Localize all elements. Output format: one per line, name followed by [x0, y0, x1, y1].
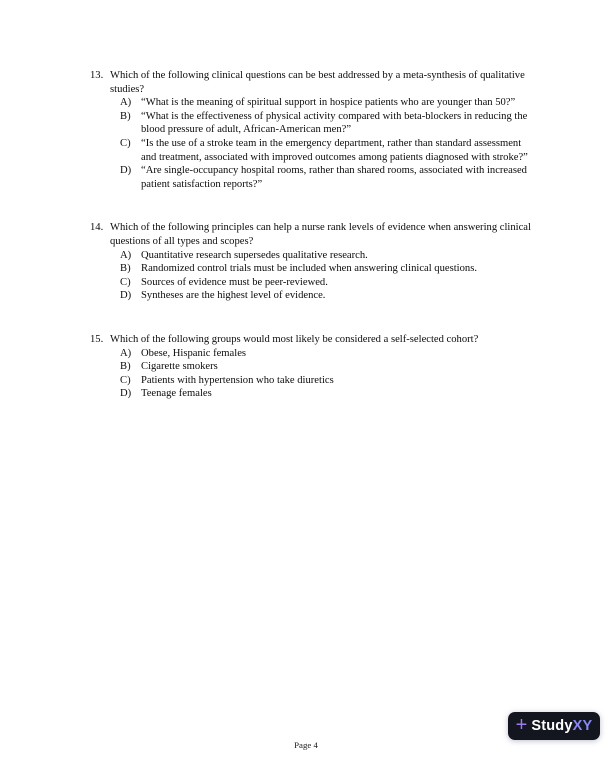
- option-text: “Is the use of a stroke team in the emergency department, rather than standard assessment and treatment, associated with improved outcomes among patients diagnosed with stroke?”: [141, 137, 528, 163]
- brand-wordmark: [531, 718, 592, 734]
- question-text: Which of the following principles can help a nurse rank levels of evidence when answering clinical questions of all types and scopes?: [110, 222, 531, 247]
- option-13b: [120, 110, 536, 137]
- option-letter: A): [120, 347, 132, 359]
- option-15a: [120, 347, 536, 361]
- plus-icon: +: [515, 714, 528, 736]
- option-text: Patients with hypertension who take diuretics: [141, 374, 334, 386]
- option-15b: [120, 360, 536, 374]
- option-text: Syntheses are the highest level of evidence.: [141, 290, 326, 302]
- option-text: “What is the meaning of spiritual support in hospice patients who are younger than 50?”: [141, 97, 516, 109]
- question-13: [90, 69, 536, 191]
- option-text: Sources of evidence must be peer-reviewed.: [141, 276, 328, 288]
- option-14a: [120, 249, 536, 263]
- option-text: Quantitative research supersedes qualitative research.: [141, 249, 368, 261]
- studyxy-logo-badge[interactable]: [508, 712, 600, 740]
- option-14d: [120, 289, 536, 303]
- question-14: [90, 221, 536, 303]
- question-head: [90, 69, 536, 96]
- option-13c: [120, 137, 536, 164]
- options-list: [90, 249, 536, 303]
- option-letter: A): [120, 97, 132, 109]
- question-number: 14.: [90, 222, 104, 234]
- option-letter: B): [120, 110, 131, 122]
- question-text: Which of the following clinical questions can be best addressed by a meta-synthesis of qualitative studies?: [110, 70, 525, 95]
- options-list: [90, 347, 536, 401]
- option-13a: [120, 96, 536, 110]
- option-letter: B): [120, 361, 131, 373]
- option-text: “Are single-occupancy hospital rooms, rather than shared rooms, associated with increased patient satisfaction reports?”: [141, 165, 527, 190]
- option-letter: D): [120, 388, 132, 400]
- option-letter: A): [120, 249, 132, 261]
- question-head: [90, 221, 536, 248]
- page-number: Page 4: [294, 740, 318, 750]
- question-number: 15.: [90, 333, 104, 345]
- option-letter: B): [120, 263, 131, 275]
- option-text: Randomized control trials must be included when answering clinical questions.: [141, 263, 477, 275]
- options-list: [90, 96, 536, 191]
- option-letter: C): [120, 276, 131, 288]
- option-text: Obese, Hispanic females: [141, 347, 247, 359]
- question-15: [90, 333, 536, 401]
- option-13d: [120, 164, 536, 191]
- option-letter: C): [120, 374, 131, 386]
- question-text: Which of the following groups would most likely be considered a self-selected cohort?: [110, 333, 479, 345]
- option-letter: D): [120, 165, 132, 177]
- option-letter: C): [120, 137, 131, 149]
- question-head: [90, 333, 536, 347]
- option-14c: [120, 276, 536, 290]
- option-15c: [120, 374, 536, 388]
- brand-xy-text: XY: [572, 718, 593, 734]
- option-text: Cigarette smokers: [141, 361, 218, 373]
- option-15d: [120, 387, 536, 401]
- brand-study-text: Study: [531, 718, 573, 734]
- option-14b: [120, 262, 536, 276]
- questions-area: [90, 69, 536, 431]
- option-text: “What is the effectiveness of physical activity compared with beta-blockers in reducing the blood pressure of adult, African-American men?”: [141, 110, 528, 136]
- question-number: 13.: [90, 70, 104, 81]
- option-text: Teenage females: [141, 388, 212, 400]
- option-letter: D): [120, 290, 132, 302]
